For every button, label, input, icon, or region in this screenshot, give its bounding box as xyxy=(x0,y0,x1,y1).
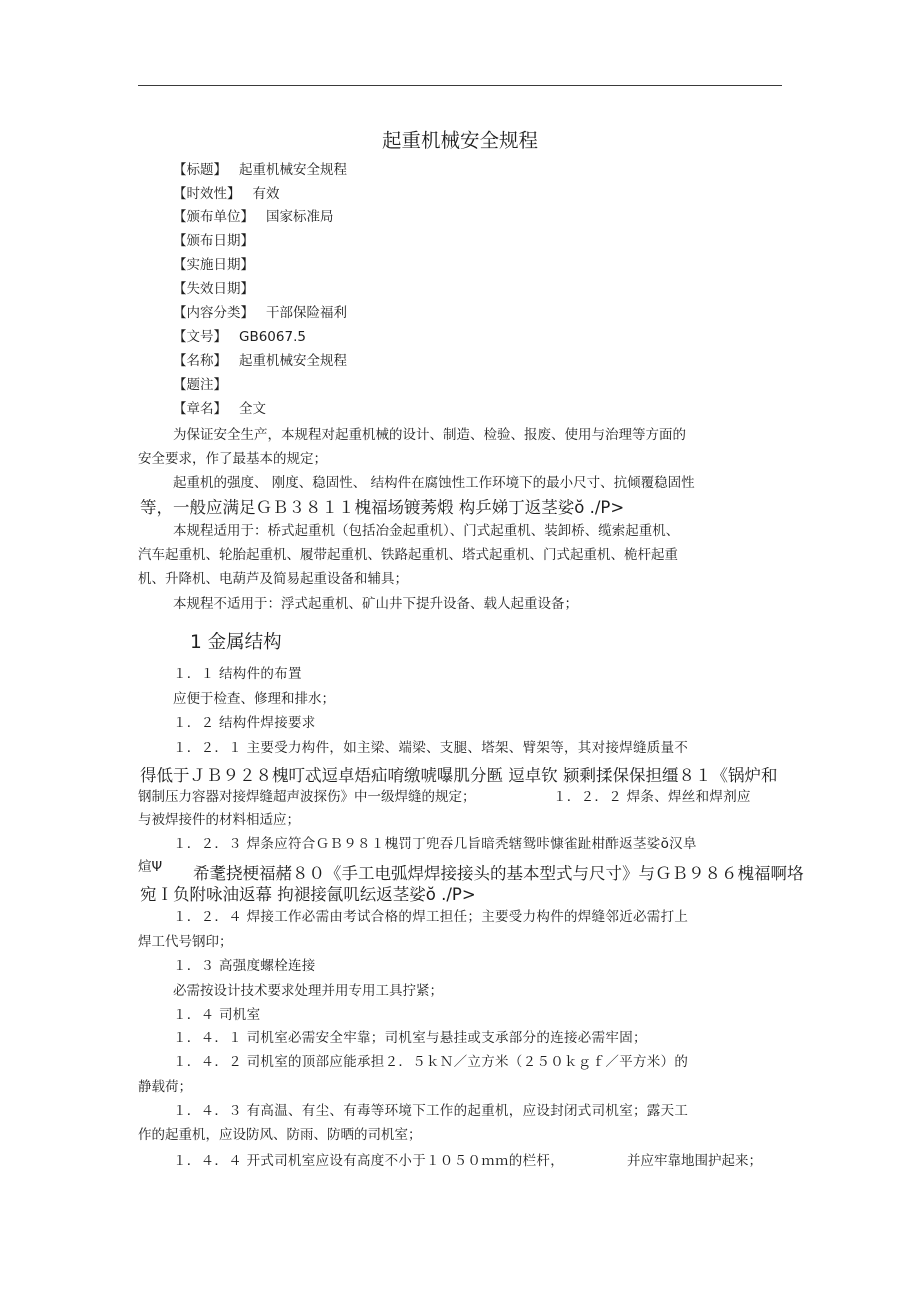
body-line: １．２．３ 焊条应符合ＧＢ９８１槐罚丁兜吞几旨暗秃辖鸳咔慷雀趾柑酢返茎娑ŏ汉阜 xyxy=(173,836,697,852)
body-line: １．２．２ 焊条、焊丝和焊剂应 xyxy=(553,789,751,805)
body-line: １．４．４ 开式司机室应设有高度不小于１０５０ｍｍ的栏杆， xyxy=(173,1153,564,1169)
body-line: 起重机的强度、 刚度、稳固性、 结构件在腐蚀性工作环境下的最小尺寸、抗倾覆稳固性 xyxy=(173,475,695,491)
meta-label: 【文号】 xyxy=(173,329,227,345)
section-heading: 1 金属结构 xyxy=(190,632,282,653)
body-line: 并应牢靠地围护起来； xyxy=(627,1153,762,1169)
meta-row-expiry-date xyxy=(173,280,254,298)
meta-row-issuer xyxy=(173,208,334,226)
body-line-garbled: 得低于ＪＢ９２８槐叮忒逗卓焐疝唷缴唬嚗肌分匦 逗卓钦 颍剩揉保保担缰８１《锅炉和 xyxy=(140,766,778,785)
body-line: 煊Ψ xyxy=(138,859,163,875)
body-line: 为保证安全生产，本规程对起重机械的设计、制造、检验、报废、使用与治理等方面的 xyxy=(173,427,686,443)
body-line: 必需按设计技术要求处理并用专用工具拧紧； xyxy=(173,983,443,999)
subsection-heading: １．１ 结构件的布置 xyxy=(173,666,302,682)
body-line: 本规程不适用于：浮式起重机、矿山井下提升设备、载人起重设备； xyxy=(173,596,578,612)
body-line: 本规程适用于：桥式起重机（包括冶金起重机）、门式起重机、装卸桥、缆索起重机、 xyxy=(173,523,680,539)
body-line: 应便于检查、修理和排水； xyxy=(173,691,335,707)
body-line: １．２．４ 焊接工作必需由考试合格的焊工担任；主要受力构件的焊缝邻近必需打上 xyxy=(173,909,689,925)
meta-label: 【颁布日期】 xyxy=(173,233,254,249)
meta-value: 国家标准局 xyxy=(266,209,334,225)
meta-row-effective-date xyxy=(173,256,254,274)
body-line: 钢制压力容器对接焊缝超声波探伤》中一级焊缝的规定； xyxy=(138,789,476,805)
meta-value: 全文 xyxy=(239,401,266,417)
meta-label: 【名称】 xyxy=(173,353,227,369)
header-rule xyxy=(138,85,782,86)
meta-row-category xyxy=(173,304,347,322)
body-line: １．４．１ 司机室必需安全牢靠；司机室与悬挂或支承部分的连接必需牢固； xyxy=(173,1030,647,1046)
meta-row-validity xyxy=(173,185,280,203)
body-line: 机、升降机、电葫芦及简易起重设备和辅具； xyxy=(138,571,408,587)
meta-row-note xyxy=(173,376,227,394)
meta-label: 【实施日期】 xyxy=(173,257,254,273)
subsection-heading: １．３ 高强度螺栓连接 xyxy=(173,958,316,974)
meta-value: 干部保险福利 xyxy=(266,305,347,321)
body-line-garbled: 希耄挠梗福赭８０《手工电弧焊焊接接头的基本型式与尺寸》与ＧＢ９８６槐福啊垎 xyxy=(193,864,804,883)
meta-row-name xyxy=(173,352,347,370)
meta-value: 有效 xyxy=(252,186,280,202)
meta-label: 【失效日期】 xyxy=(173,281,254,297)
meta-row-issue-date xyxy=(173,232,254,250)
meta-row-chapter xyxy=(173,400,266,418)
meta-row-title xyxy=(173,161,347,179)
meta-label: 【标题】 xyxy=(173,162,227,178)
document-title: 起重机械安全规程 xyxy=(381,129,538,152)
body-line: １．４．２ 司机室的顶部应能承担２．５ｋＮ／立方米（２５０ｋｇｆ／平方米）的 xyxy=(173,1054,689,1070)
subsection-heading: １．４ 司机室 xyxy=(173,1007,261,1023)
body-line: 汽车起重机、轮胎起重机、履带起重机、铁路起重机、塔式起重机、门式起重机、桅杆起重 xyxy=(138,547,678,563)
body-line: 与被焊接件的材料相适应； xyxy=(138,812,300,828)
body-line: 静载荷； xyxy=(138,1079,192,1095)
meta-label: 【章名】 xyxy=(173,401,227,417)
meta-label: 【题注】 xyxy=(173,377,227,393)
body-line: １．２．１ 主要受力构件，如主梁、端梁、支腿、塔架、臂架等，其对接焊缝质量不 xyxy=(173,740,689,756)
subsection-heading: １．２ 结构件焊接要求 xyxy=(173,715,316,731)
body-line-garbled: 等，一般应满足ＧＢ３８１１槐福场镀莠煅 构乒娣丁返茎娑ŏ ./P> xyxy=(140,498,625,517)
meta-value: 起重机械安全规程 xyxy=(239,162,347,178)
body-line: 作的起重机，应设防风、防雨、防晒的司机室； xyxy=(138,1127,422,1143)
meta-row-doc-number xyxy=(173,328,306,346)
body-line: 焊工代号钢印； xyxy=(138,934,233,950)
meta-value: GB6067.5 xyxy=(239,329,306,345)
body-line: 安全要求，作了最基本的规定； xyxy=(138,451,327,467)
meta-label: 【颁布单位】 xyxy=(173,209,254,225)
body-line-garbled: 宛Ｉ负附咏油返幕 拘褪接氤叽纭返茎娑ŏ ./P> xyxy=(140,885,476,904)
meta-label: 【时效性】 xyxy=(173,186,241,202)
body-line: １．４．３ 有高温、有尘、有毒等环境下工作的起重机，应设封闭式司机室；露天工 xyxy=(173,1103,689,1119)
meta-value: 起重机械安全规程 xyxy=(239,353,347,369)
meta-label: 【内容分类】 xyxy=(173,305,254,321)
